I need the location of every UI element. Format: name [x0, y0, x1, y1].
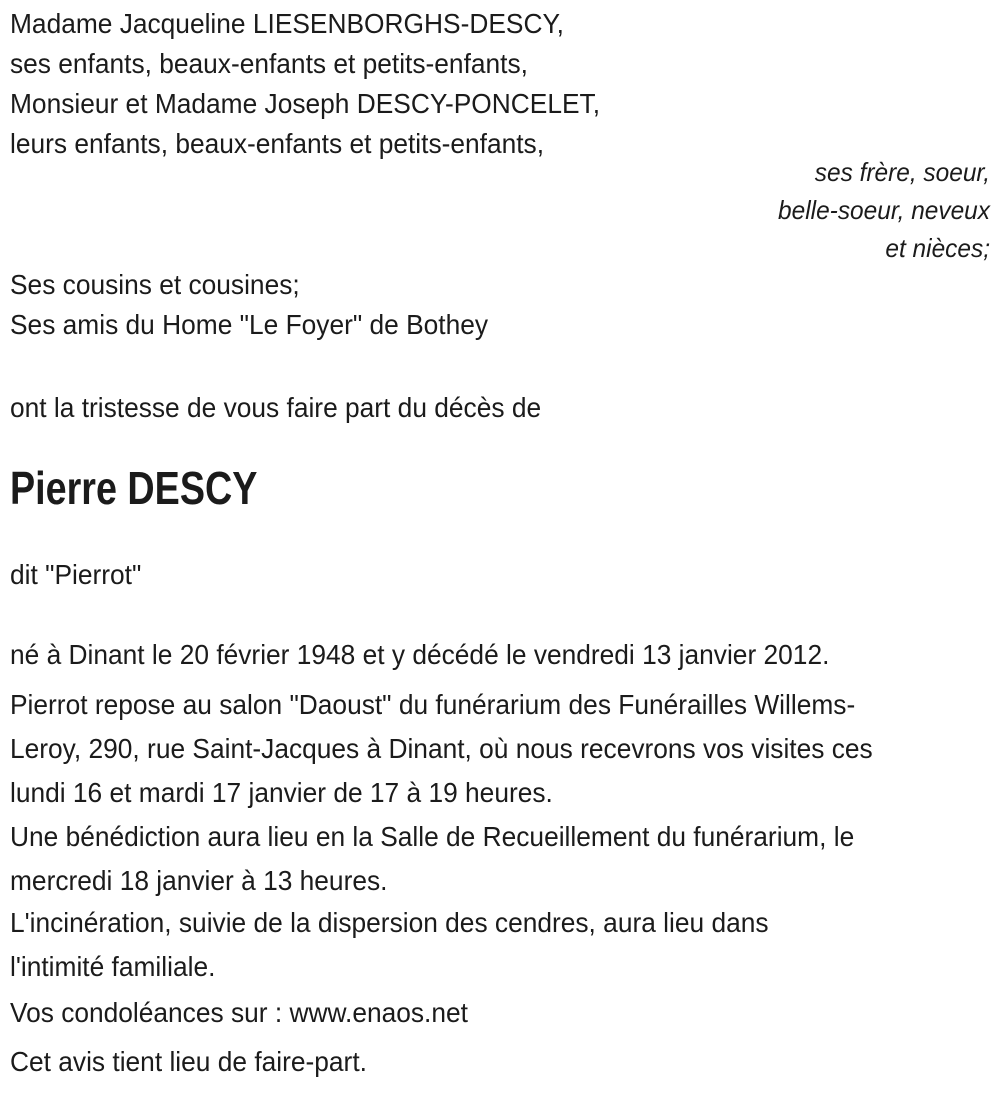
benediction-line: mercredi 18 janvier à 13 heures. — [10, 865, 388, 896]
family-intro-block — [10, 4, 990, 164]
condolences-url[interactable]: www.enaos.net — [289, 997, 468, 1028]
relatives-line: et nièces; — [885, 233, 990, 263]
closing-line: Cet avis tient lieu de faire-part. — [10, 1046, 367, 1077]
birth-death-line: né à Dinant le 20 février 1948 et y décédé le vendredi 13 janvier 2012. — [10, 639, 830, 670]
friends-line: Ses cousins et cousines; — [10, 269, 300, 300]
nickname-block — [10, 555, 990, 595]
friends-line: Ses amis du Home "Le Foyer" de Bothey — [10, 309, 489, 340]
benediction-line: Une bénédiction aura lieu en la Salle de Recueillement du funérarium, le — [10, 821, 855, 852]
closing-paragraph — [10, 1040, 990, 1084]
condolences-line — [10, 991, 931, 1035]
visitation-line: lundi 16 et mardi 17 janvier de 17 à 19 heures. — [10, 777, 553, 808]
deceased-nickname: dit "Pierrot" — [10, 559, 142, 590]
birth-death-paragraph — [10, 633, 990, 677]
condolences-paragraph — [10, 991, 990, 1035]
relatives-line: ses frère, soeur, — [814, 157, 990, 187]
family-member-line: Monsieur et Madame Joseph DESCY-PONCELET, — [10, 88, 601, 119]
visitation-paragraph — [10, 683, 990, 815]
announcement-block — [10, 388, 990, 428]
visitation-line: Pierrot repose au salon "Daoust" du funérarium des Funérailles Willems- — [10, 689, 856, 720]
announcement-text: ont la tristesse de vous faire part du décès de — [10, 392, 542, 423]
family-member-line: ses enfants, beaux-enfants et petits-enfants, — [10, 48, 528, 79]
cremation-line: l'intimité familiale. — [10, 951, 216, 982]
relatives-note-block — [10, 153, 990, 267]
deceased-name-block — [10, 460, 990, 516]
cremation-paragraph — [10, 901, 990, 989]
condolences-label: Vos condoléances sur : — [10, 997, 290, 1028]
visitation-line: Leroy, 290, rue Saint-Jacques à Dinant, où nous recevrons vos visites ces — [10, 733, 873, 764]
deceased-name: Pierre DESCY — [10, 462, 258, 514]
cremation-line: L'incinération, suivie de la dispersion des cendres, aura lieu dans — [10, 907, 769, 938]
cousins-friends-block — [10, 265, 990, 345]
relatives-line: belle-soeur, neveux — [778, 195, 990, 225]
family-member-line: leurs enfants, beaux-enfants et petits-enfants, — [10, 128, 545, 159]
family-member-line: Madame Jacqueline LIESENBORGHS-DESCY, — [10, 8, 564, 39]
benediction-paragraph — [10, 815, 990, 903]
